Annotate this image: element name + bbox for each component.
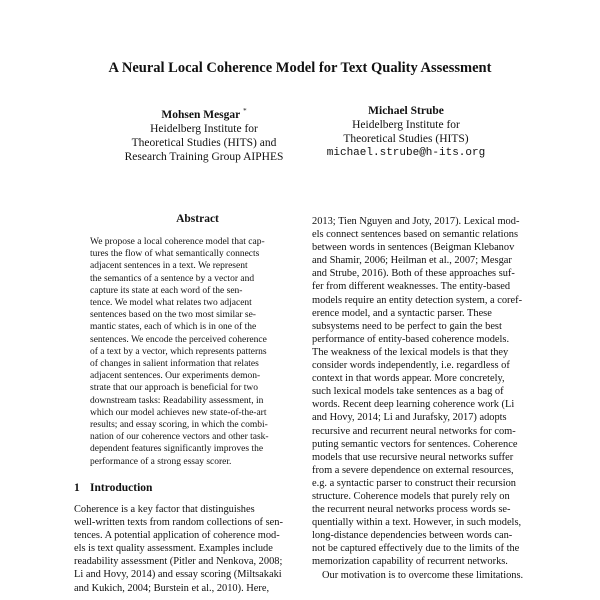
text-line: puting semantic vectors for sentences. Coherence [312,438,518,450]
text-line: dependent features significantly improves the [90,444,264,455]
text-line: fer from different weaknesses. The entity-based [312,281,511,293]
affiliation-line: Heidelberg Institute for [150,122,258,135]
text-line: Our motivation is to overcome these limitations. [322,569,524,581]
text-line: tures the flow of what semantically connects [90,249,260,260]
text-line: quentially within a text. However, in such models, [312,517,522,529]
text-line: words. Recent deep learning coherence work (Li [312,399,515,411]
text-line: which our model achieves new state-of-the-art [90,407,267,418]
text-line: performance of entity-based coherence models. [312,333,510,345]
author-email: michael.strube@h-its.org [326,147,486,159]
intro-right-column [312,215,528,582]
text-line: the recurrent neural networks process words se- [312,504,511,516]
text-line: sentences. We encode the perceived coherence [90,334,267,345]
text-line: and Hovy, 2014; Li and Jurafsky, 2017) adopts [312,412,507,424]
abstract-heading: Abstract [176,213,219,225]
text-line: capture its state at each word of the sen- [90,285,243,296]
text-line: and Kukich, 2004; Burstein et al., 2010). Here, [74,582,270,594]
text-line: mantic states, each of which is in one of the [90,322,257,333]
text-line: tences. A potential application of coherence mod- [74,530,280,542]
text-line: 2013; Tien Nguyen and Joty, 2017). Lexical mod- [312,216,520,227]
text-line: strate that our approach is beneficial for two [90,383,259,394]
affiliation-line: Heidelberg Institute for [352,119,460,131]
affiliation-line: Theoretical Studies (HITS) [343,133,469,145]
text-line: long-distance dependencies between words can- [312,530,513,542]
abstract-body [90,236,305,468]
text-line: not be captured effectively due to the limits of the [312,543,520,555]
text-line: well-written texts from random collections of sen- [74,517,283,529]
author-name: Michael Strube [368,105,444,117]
text-line: Li and Hovy, 2014) and essay scoring (Miltsakaki [74,569,282,581]
text-line: of changes in salient information that relates [90,359,259,370]
intro-left-column [74,503,306,595]
text-line: models that use recursive neural networks suffer [312,451,514,463]
text-line: Coherence is a key factor that distinguishes [74,504,255,515]
text-line: We propose a local coherence model that cap- [90,237,265,247]
section-heading: 1 Introduction [74,482,153,494]
affiliation-line: Theoretical Studies (HITS) and [131,136,277,149]
author-name: Mohsen Mesgar * [161,107,247,121]
text-line: adjacent sentences in a text. We represent [90,261,248,272]
text-line: e.g. a syntactic parser to construct their recursion [312,477,516,489]
text-line: subsystems need to be perfect to gain the best [312,320,502,332]
text-line: recursive and recurrent neural networks for com- [312,425,516,437]
text-line: from a severe dependence on external resources, [312,464,514,476]
text-line: and Strube, 2016). Both of these approaches suf- [312,268,515,280]
text-line: models require an entity detection system, a coref- [312,294,523,306]
text-line: memorization capability of recurrent networks. [312,556,508,568]
text-line: els is text quality assessment. Examples include [74,543,273,555]
text-line: The weakness of the lexical models is that they [312,346,509,358]
text-line: context in that words appear. More concretely, [312,373,505,385]
text-line: adjacent sentences. Our experiments demon- [90,371,261,382]
text-line: the semantics of a sentence by a vector and [90,273,255,284]
text-line: structure. Coherence models that purely rely on [312,490,510,502]
text-line: consider words independently, i.e. regardless of [312,360,510,372]
text-line: tence. We model what relates two adjacent [90,298,252,309]
text-line: between words in sentences (Beigman Klebanov [312,242,515,254]
author-block-2 [290,104,522,160]
text-line: of a text by a vector, which represents patterns [90,346,267,357]
text-line: nation of our coherence vectors and other task- [90,432,269,443]
text-line: readability assessment (Pitler and Nenkova, 2008; [74,556,283,568]
text-line: results; and essay scoring, in which the combi- [90,420,268,431]
author-block-1 [88,104,320,164]
text-line: and Shamir, 2006; Heilman et al., 2007; Mesgar [312,255,512,267]
text-line: erence model, and a syntactic parser. These [312,307,492,319]
text-line: downstream tasks: Readability assessment, in [90,395,264,406]
text-line: such lexical models take sentences as a bag of [312,386,504,398]
paper-title: A Neural Local Coherence Model for Text Quality Assessment [108,60,492,76]
text-line: sentences based on the two most similar se- [90,310,256,321]
text-line: els connect sentences based on semantic relations [312,229,519,241]
affiliation-line: Research Training Group AIPHES [124,150,284,163]
text-line: performance of a strong essay scorer. [90,456,232,467]
